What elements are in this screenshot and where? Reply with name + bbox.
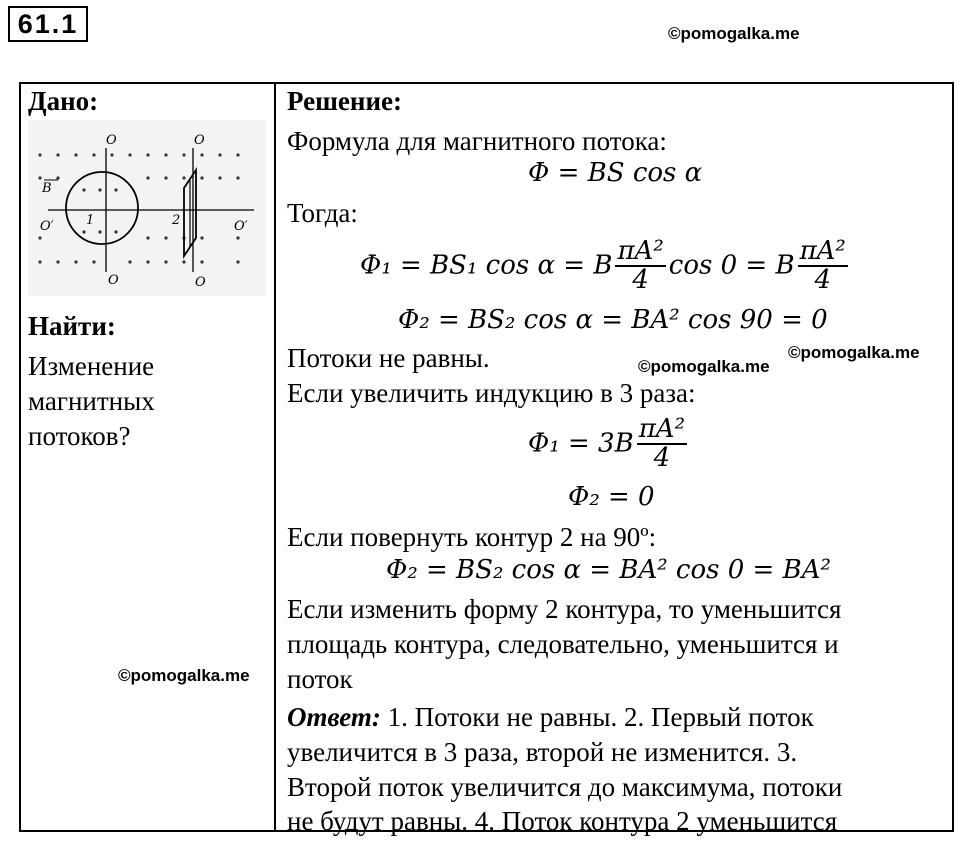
answer-line-1: [287, 700, 814, 734]
phi1-mid: cos 0 = B: [668, 250, 795, 281]
answer-text-1: 1. Потоки не равны. 2. Первый поток: [380, 702, 814, 732]
watermark-mid: ©pomogalka.me: [638, 357, 770, 376]
equation-flux: Φ = BS cos α: [528, 158, 703, 188]
label-loop-2: 2: [172, 213, 181, 228]
equation-phi2-rotated: Φ₂ = BS₂ cos α = BA² cos 0 = BA²: [386, 555, 831, 585]
phi1-frac1-den: 4: [632, 265, 649, 296]
watermark-right: ©pomogalka.me: [788, 343, 920, 362]
shape-line-1: Если изменить форму 2 контура, то уменьшится: [287, 594, 842, 624]
watermark-left: ©pomogalka.me: [118, 666, 250, 685]
column-divider: [274, 82, 276, 832]
rotate-loop-line: Если повернуть контур 2 на 90º:: [287, 522, 657, 552]
answer-line-2: увеличится в 3 раза, второй не изменится. 3.: [287, 737, 798, 767]
increase-induction-line: Если увеличить индукцию в 3 раза:: [287, 378, 696, 408]
formula-intro: Формула для магнитного потока:: [287, 126, 667, 156]
phi1-frac2-den: 4: [814, 265, 831, 296]
find-line-1: Изменение: [28, 351, 155, 381]
label-o-prime-left: O′: [40, 219, 54, 234]
loop-1-circle: [66, 172, 138, 244]
label-o-bottom-right: O: [195, 275, 206, 290]
given-label: Дано:: [28, 86, 99, 116]
equation-phi2-zero: Φ₂ = 0: [568, 482, 655, 512]
label-o-top-right: O: [194, 133, 205, 148]
find-line-3: потоков?: [28, 421, 131, 451]
phi1-3b-den: 4: [653, 443, 671, 474]
label-o-bottom-left: O: [108, 273, 119, 288]
phi1-3b-lhs: Φ₁ = 3B: [528, 428, 634, 459]
equation-phi1: [360, 238, 851, 295]
fluxes-not-equal: Потоки не равны.: [287, 343, 490, 373]
find-label: Найти:: [28, 311, 116, 341]
equation-phi1-3b: [528, 416, 690, 473]
problem-number: 61.1: [8, 6, 88, 42]
field-diagram: [28, 120, 266, 296]
phi1-lhs: Φ₁ = BS₁ cos α = B: [360, 250, 613, 281]
equation-phi2: Φ₂ = BS₂ cos α = BA² cos 90 = 0: [398, 305, 828, 335]
magnetic-field-figure: [28, 120, 266, 296]
find-line-2: магнитных: [28, 386, 155, 416]
answer-line-4: не будут равны. 4. Поток контура 2 уменьшится: [287, 806, 838, 836]
phi1-3b-num: πA²: [638, 414, 685, 444]
label-o-prime-right: O′: [234, 219, 248, 234]
phi1-frac2-num: πA²: [799, 236, 846, 266]
answer-line-3: Второй поток увеличится до максимума, потоки: [287, 772, 843, 802]
then-label: Тогда:: [287, 198, 358, 228]
field-dots: [38, 153, 239, 263]
phi1-frac1-num: πA²: [617, 236, 664, 266]
shape-line-2: площадь контура, следовательно, уменьшится и: [287, 629, 839, 659]
solution-label: Решение:: [287, 86, 402, 116]
label-b-vector: B: [42, 181, 52, 196]
answer-label: Ответ:: [287, 702, 381, 732]
label-loop-1: 1: [86, 213, 95, 228]
label-o-top-left: O: [106, 133, 117, 148]
watermark: ©pomogalka.me: [668, 24, 800, 43]
shape-line-3: поток: [287, 664, 353, 694]
